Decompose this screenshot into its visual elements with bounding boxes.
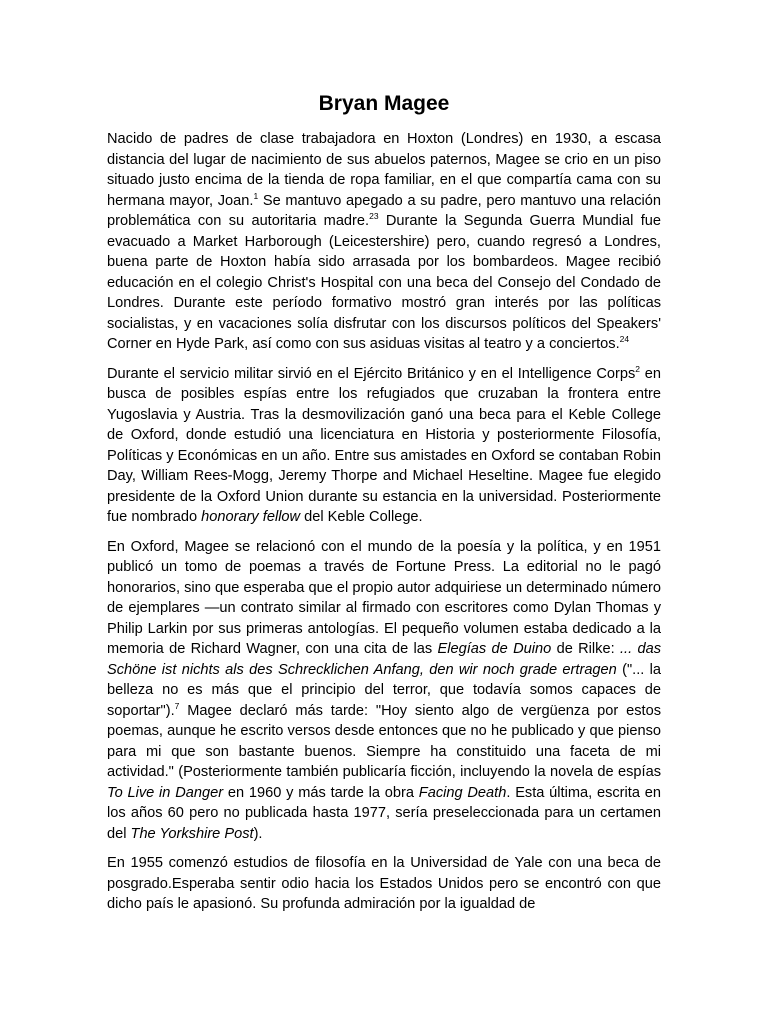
paragraph-text: ). <box>253 825 263 842</box>
italic-text: To Live in Danger <box>107 784 224 801</box>
paragraph-text: . Esta última, escrita en los años 60 pero no publicada hasta 1977, sería preseleccionada para un certamen del <box>107 784 661 842</box>
paragraph-military-oxford <box>107 364 661 528</box>
paragraph-early-life <box>107 129 661 355</box>
document-title: Bryan Magee <box>318 92 450 115</box>
paragraph-poetry <box>107 537 661 845</box>
paragraph-text: Magee declaró más tarde: "Hoy siento algo de vergüenza por estos poemas, aunque he escrito versos desde entonces que no he publicado y que pienso para mi que son bastante buenos. Siempre ha constituido una faceta de mi actividad." (Posteriormente también publicaría ficción, incluyendo la novela de espías <box>107 702 661 780</box>
footnote-ref[interactable]: 2 <box>635 363 640 374</box>
document-page <box>107 88 661 924</box>
paragraph-text: de Rilke: <box>551 641 620 657</box>
italic-text: The Yorkshire Post <box>130 825 254 842</box>
paragraph-text: Se mantuvo apegado a su padre, pero mantuvo una relación problemática con su autoritaria madre. <box>107 192 661 229</box>
paragraph-text: Durante la Segunda Guerra Mundial fue evacuado a Market Harborough (Leicestershire) pero, cuando regresó a Londres, buena parte de Hoxton había sido arrasada por los bombardeos. Magee recibió educación en el colegio Christ's Hospital con una beca del Consejo del Condado de Londres. Durante este período formativo mostró gran interés por las políticas socialistas, y en vacaciones solía disfrutar con los discursos políticos del Speakers' Corner en Hyde Park, así como con sus asiduas visitas al teatro y a conciertos. <box>107 213 661 352</box>
footnote-ref[interactable]: 7 <box>174 700 180 711</box>
footnote-ref[interactable]: 24 <box>619 334 630 344</box>
italic-text: Elegías de Duino <box>437 641 552 657</box>
paragraph-text: En Oxford, Magee se relacionó con el mundo de la poesía y la política, y en 1951 publicó un tomo de poemas a través de Fortune Press. La editorial no le pagó honorarios, sino que esperaba que el propio autor adquiriese un determinado número de ejemplares —un contrato similar al firmado con escritores como Dylan Thomas y Philip Larkin por sus primeras antologías. El pequeño volumen estaba dedicado a la memoria de Richard Wagner, con una cita de las <box>107 538 661 657</box>
paragraph-text: Nacido de padres de clase trabajadora en Hoxton (Londres) en 1930, a escasa distancia del lugar de nacimiento de sus abuelos paternos, Magee se crio en un piso situado justo encima de la tienda de ropa familiar, en el que compartía cama con su hermana mayor, Joan. <box>107 131 661 209</box>
paragraph-text: ("... la belleza no es más que el principio del terror, que todavía somos capaces de soportar"). <box>107 661 661 719</box>
paragraph-text: del Keble College. <box>300 509 423 525</box>
italic-text: honorary fellow <box>201 509 301 525</box>
paragraph-text: en busca de posibles espías entre los refugiados que cruzaban la frontera entre Yugoslavia y Austria. Tras la desmovilización ganó una beca para el Keble College de Oxford, donde estudió una licenciatura en Historia y posteriormente Filosofía, Políticas y Económicas en un año. Entre sus amistades en Oxford se contaban Robin Day, William Rees-Mogg, Jeremy Thorpe and Michael Heseltine. Magee fue elegido presidente de la Oxford Union durante su estancia en la universidad. Posteriormente fue nombrado <box>107 365 661 525</box>
italic-quote: ... das Schöne ist nichts als des Schrecklichen Anfang, den wir noch grade ertragen <box>107 641 661 678</box>
footnote-ref[interactable]: 23 <box>369 211 379 221</box>
paragraph-text: En 1955 comenzó estudios de filosofía en la Universidad de Yale con una beca de posgrado.Esperaba sentir odio hacia los Estados Unidos pero se encontró con que dicho país le apasionó. Su profunda admiración por la igualdad de <box>107 855 661 912</box>
paragraph-text: en 1960 y más tarde la obra <box>223 784 419 801</box>
footnote-ref[interactable]: 1 <box>253 190 259 201</box>
paragraph-yale <box>107 853 661 915</box>
paragraph-text: Durante el servicio militar sirvió en el Ejército Británico y en el Intelligence Corps <box>107 365 636 382</box>
italic-text: Facing Death <box>418 784 507 801</box>
